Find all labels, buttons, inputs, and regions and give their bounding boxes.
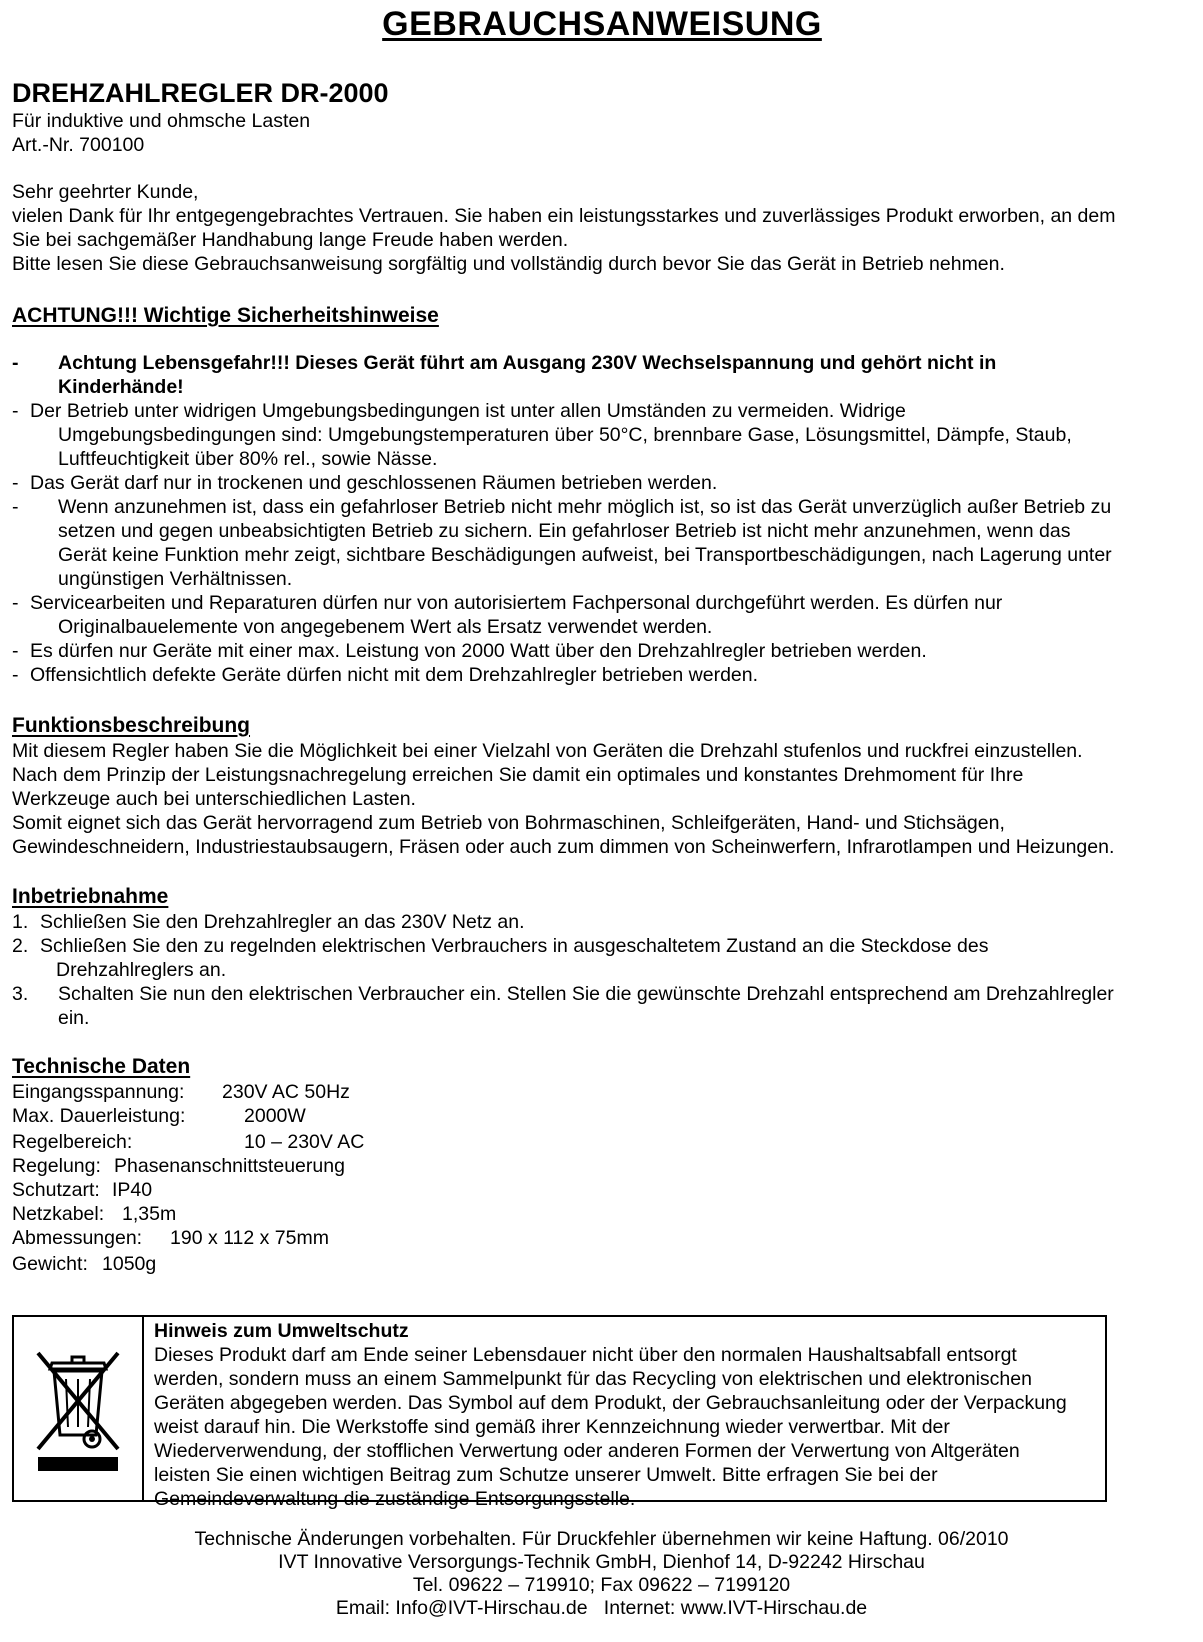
safety-item-line: Offensichtlich defekte Geräte dürfen nicht mit dem Drehzahlregler betrieben werden. [30, 664, 759, 686]
tech-label: Regelung: [12, 1155, 101, 1177]
setup-step [12, 982, 1192, 1030]
tech-row [12, 1226, 1192, 1250]
safety-item-line: Umgebungsbedingungen sind: Umgebungstemperaturen über 50°C, brennbare Gase, Lösungsmittel, Dämpfe, Staub, [58, 424, 1072, 446]
tech-row [12, 1154, 1192, 1178]
step-line: Schließen Sie den Drehzahlregler an das 230V Netz an. [40, 911, 525, 933]
crossed-out-wheelie-bin-icon [32, 1345, 124, 1473]
document-page [12, 0, 1192, 1276]
tech-label: Netzkabel: [12, 1203, 105, 1225]
environment-line: weist darauf hin. Die Werkstoffe sind gemäß ihrer Kennzeichnung wieder verwertbar. Mit der [154, 1416, 950, 1438]
tech-label: Schutzart: [12, 1179, 100, 1201]
environment-line: Gemeindeverwaltung die zuständige Entsorgungsstelle. [154, 1488, 636, 1510]
document-title: GEBRAUCHSANWEISUNG [382, 5, 822, 43]
product-name: DREHZAHLREGLER DR-2000 [12, 78, 389, 108]
safety-item-line: Luftfeuchtigkeit über 80% rel., sowie Nässe. [58, 448, 438, 470]
step-number: 3. [12, 983, 29, 1005]
setup-step [12, 934, 1192, 982]
tech-label: Abmessungen: [12, 1227, 143, 1249]
tech-label: Eingangsspannung: [12, 1081, 185, 1103]
safety-item-line: Das Gerät darf nur in trockenen und geschlossenen Räumen betrieben werden. [30, 472, 718, 494]
tech-value: 190 x 112 x 75mm [170, 1227, 329, 1249]
bullet-dash: - [12, 352, 19, 374]
safety-item-line: Der Betrieb unter widrigen Umgebungsbedingungen ist unter allen Umständen zu vermeiden. Widrige [30, 400, 906, 422]
setup-heading: Inbetriebnahme [12, 885, 169, 908]
footer-line: Technische Änderungen vorbehalten. Für Druckfehler übernehmen wir keine Haftung. 06/2010 [194, 1528, 1009, 1550]
safety-item [12, 495, 1192, 591]
tech-value: IP40 [112, 1179, 153, 1201]
footer [0, 1528, 1203, 1620]
tech-row [12, 1252, 1192, 1276]
safety-item [12, 663, 1192, 687]
function-line: Gewindeschneidern, Industriestaubsaugern, Fräsen oder auch zum dimmen von Scheinwerfern, Infrarotlampen und Heizungen. [12, 836, 1115, 858]
tech-row [12, 1178, 1192, 1202]
tech-label: Max. Dauerleistung: [12, 1105, 186, 1127]
tech-value: 1,35m [122, 1203, 177, 1225]
warning-line: Achtung Lebensgefahr!!! Dieses Gerät führt am Ausgang 230V Wechselspannung und gehört nicht in [58, 352, 997, 374]
safety-warning [12, 351, 1192, 399]
environment-text [154, 1319, 1104, 1511]
footer-line: IVT Innovative Versorgungs-Technik GmbH, Dienhof 14, D-92242 Hirschau [278, 1551, 925, 1573]
function-heading: Funktionsbeschreibung [12, 714, 251, 737]
environment-line: Geräten abgegeben werden. Das Symbol auf dem Produkt, der Gebrauchsanleitung oder der Verpackung [154, 1392, 1067, 1414]
safety-item-line: Wenn anzunehmen ist, dass ein gefahrloser Betrieb nicht mehr möglich ist, so ist das Gerät unverzüglich außer Betrieb zu [58, 496, 1112, 518]
footer-contact-line: Email: Info@IVT-Hirschau.de Internet: www.IVT-Hirschau.de [335, 1597, 868, 1619]
step-number: 1. [12, 911, 29, 933]
environment-notice-box [12, 1315, 1107, 1510]
footer-line: Tel. 09622 – 719910; Fax 09622 – 7199120 [412, 1574, 791, 1596]
safety-item [12, 591, 1192, 639]
safety-item-line: Servicearbeiten und Reparaturen dürfen nur von autorisiertem Fachpersonal durchgeführt werden. Es dürfen nur [30, 592, 1003, 614]
safety-heading: ACHTUNG!!! Wichtige Sicherheitshinweise [12, 304, 439, 327]
bullet-dash: - [12, 640, 19, 662]
tech-row [12, 1080, 1192, 1104]
intro-line: Sie bei sachgemäßer Handhabung lange Freude haben werden. [12, 229, 569, 251]
function-line: Werkzeuge auch bei unterschiedlichen Lasten. [12, 788, 416, 810]
step-line: Drehzahlreglers an. [56, 959, 227, 981]
tech-value: 1050g [102, 1253, 157, 1275]
tech-label: Gewicht: [12, 1253, 88, 1275]
safety-item-line: ungünstigen Verhältnissen. [58, 568, 293, 590]
tech-value: Phasenanschnittsteuerung [114, 1155, 345, 1177]
environment-heading: Hinweis zum Umweltschutz [154, 1320, 409, 1342]
step-line: Schalten Sie nun den elektrischen Verbraucher ein. Stellen Sie die gewünschte Drehzahl entsprechend am Drehzahlregler [58, 983, 1114, 1005]
setup-step [12, 910, 1192, 934]
environment-line: werden, sondern muss an einem Sammelpunkt für das Recycling von elektrischen und elektronischen [154, 1368, 1032, 1390]
bullet-dash: - [12, 496, 19, 518]
salutation: Sehr geehrter Kunde, [12, 181, 199, 203]
tech-value: 10 – 230V AC [244, 1131, 365, 1153]
bullet-dash: - [12, 592, 19, 614]
tech-value: 230V AC 50Hz [222, 1081, 350, 1103]
environment-line: leisten Sie einen wichtigen Beitrag zum Schutze unserer Umwelt. Bitte erfragen Sie bei der [154, 1464, 938, 1486]
bullet-dash: - [12, 400, 19, 422]
tech-row [12, 1104, 1192, 1128]
safety-item [12, 399, 1192, 471]
safety-item-line: setzen und gegen unbeabsichtigten Betrieb zu sichern. Ein gefahrloser Betrieb ist nicht mehr anzunehmen, wenn das [58, 520, 1071, 542]
bullet-dash: - [12, 664, 19, 686]
tech-heading: Technische Daten [12, 1055, 191, 1078]
safety-item [12, 471, 1192, 495]
environment-line: Dieses Produkt darf am Ende seiner Lebensdauer nicht über den normalen Haushaltsabfall entsorgt [154, 1344, 1017, 1366]
safety-item-line: Originalbauelemente von angegebenem Wert als Ersatz verwendet werden. [58, 616, 713, 638]
function-line: Somit eignet sich das Gerät hervorragend zum Betrieb von Bohrmaschinen, Schleifgeräten, Hand- und Stichsägen, [12, 812, 1005, 834]
safety-item [12, 639, 1192, 663]
step-number: 2. [12, 935, 29, 957]
tech-label: Regelbereich: [12, 1131, 133, 1153]
article-number: Art.-Nr. 700100 [12, 134, 145, 156]
intro-line: Bitte lesen Sie diese Gebrauchsanweisung sorgfältig und vollständig durch bevor Sie das Gerät in Betrieb nehmen. [12, 253, 1005, 275]
function-line: Nach dem Prinzip der Leistungsnachregelung erreichen Sie damit ein optimales und konstantes Drehmoment für Ihre [12, 764, 1024, 786]
safety-item-line: Gerät keine Funktion mehr zeigt, sichtbare Beschädigungen aufweist, bei Transportbeschädigungen, nach Lagerung unter [58, 544, 1112, 566]
warning-line: Kinderhände! [58, 376, 184, 398]
environment-icon-cell [14, 1317, 144, 1500]
intro-line: vielen Dank für Ihr entgegengebrachtes Vertrauen. Sie haben ein leistungsstarkes und zuverlässiges Produkt erworben, an dem [12, 205, 1116, 227]
tech-row [12, 1202, 1192, 1226]
tech-value: 2000W [244, 1105, 306, 1127]
product-subtitle: Für induktive und ohmsche Lasten [12, 110, 311, 132]
bullet-dash: - [12, 472, 19, 494]
function-line: Mit diesem Regler haben Sie die Möglichkeit bei einer Vielzahl von Geräten die Drehzahl stufenlos und ruckfrei einzustellen. [12, 740, 1083, 762]
environment-line: Wiederverwendung, der stofflichen Verwertung oder anderen Formen der Verwertung von Altgeräten [154, 1440, 1020, 1462]
tech-row [12, 1130, 1192, 1154]
step-line: Schließen Sie den zu regelnden elektrischen Verbrauchers in ausgeschaltetem Zustand an die Steckdose des [40, 935, 989, 957]
step-line: ein. [58, 1007, 90, 1029]
safety-item-line: Es dürfen nur Geräte mit einer max. Leistung von 2000 Watt über den Drehzahlregler betrieben werden. [30, 640, 927, 662]
